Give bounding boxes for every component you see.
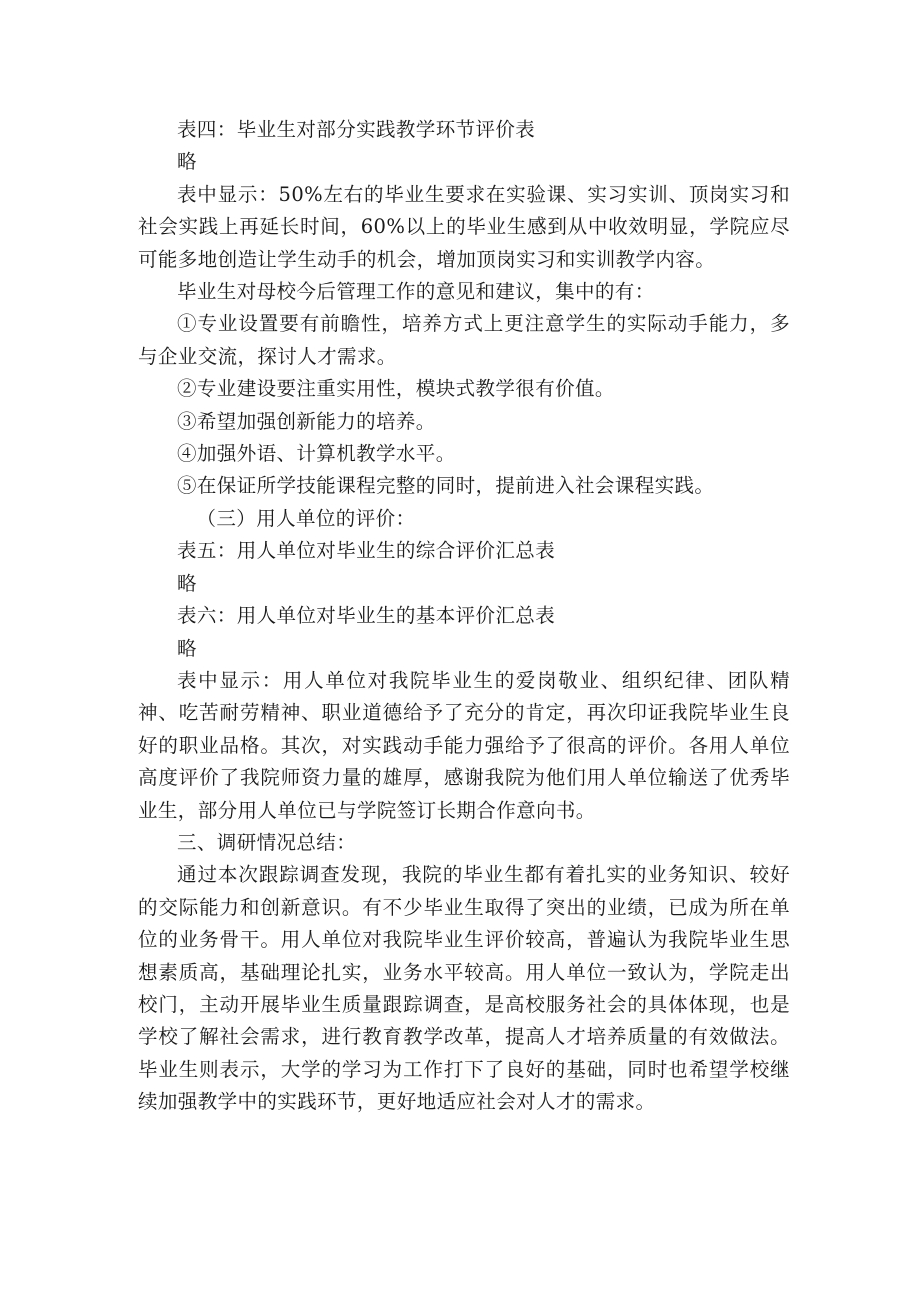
document-body [138, 114, 790, 1119]
table-4-omitted-note: 略 [177, 150, 197, 174]
section-heading-survey-summary: 三、调研情况总结： [177, 830, 357, 854]
suggestion-item-5: ⑤在保证所学技能课程完整的同时，提前进入社会课程实践。 [177, 474, 715, 498]
conclusion-paragraph: 通过本次跟踪调查发现，我院的毕业生都有着扎实的业务知识、较好的交际能力和创新意识。有不少毕业生取得了突出的业绩，已成为所在单位的业务骨干。用人单位对我院毕业生评价较高，普遍认为我院毕业生思想素质高，基础理论扎实，业务水平较高。用人单位一致认为，学院走出校门，主动开展毕业生质量跟踪调查，是高校服务社会的具体体现，也是学校了解社会需求，进行教育教学改革，提高人才培养质量的有效做法。毕业生则表示，大学的学习为工作打下了良好的基础，同时也希望学校继续加强教学中的实践环节，更好地适应社会对人才的需求。 [138, 863, 790, 1114]
table-6-omitted-note: 略 [177, 636, 197, 660]
suggestion-item-3: ③希望加强创新能力的培养。 [177, 409, 436, 433]
suggestion-item-4: ④加强外语、计算机教学水平。 [177, 442, 456, 466]
suggestion-item-2: ②专业建设要注重实用性，模块式教学很有价值。 [177, 377, 615, 401]
table-6-caption: 表六：用人单位对毕业生的基本评价汇总表 [177, 604, 556, 628]
suggestion-item-1: ①专业设置要有前瞻性，培养方式上更注意学生的实际动手能力，多与企业交流，探讨人才需求。 [138, 312, 790, 368]
section-heading-employer-evaluation: （三）用人单位的评价： [196, 506, 416, 530]
suggestions-intro: 毕业生对母校今后管理工作的意见和建议，集中的有： [177, 280, 655, 304]
table-5-omitted-note: 略 [177, 571, 197, 595]
table-4-caption: 表四：毕业生对部分实践教学环节评价表 [177, 118, 536, 141]
table-4-summary-paragraph: 表中显示：50%左右的毕业生要求在实验课、实习实训、顶岗实习和社会实践上再延长时间，60%以上的毕业生感到从中收效明显，学院应尽可能多地创造让学生动手的机会，增加顶岗实习和实训教学内容。 [138, 182, 790, 271]
employer-summary-paragraph: 表中显示：用人单位对我院毕业生的爱岗敬业、组织纪律、团队精神、吃苦耐劳精神、职业道德给予了充分的肯定，再次印证我院毕业生良好的职业品格。其次，对实践动手能力强给予了很高的评价。各用人单位高度评价了我院师资力量的雄厚，感谢我院为他们用人单位输送了优秀毕业生，部分用人单位已与学院签订长期合作意向书。 [138, 668, 790, 822]
table-5-caption: 表五：用人单位对毕业生的综合评价汇总表 [177, 539, 556, 563]
